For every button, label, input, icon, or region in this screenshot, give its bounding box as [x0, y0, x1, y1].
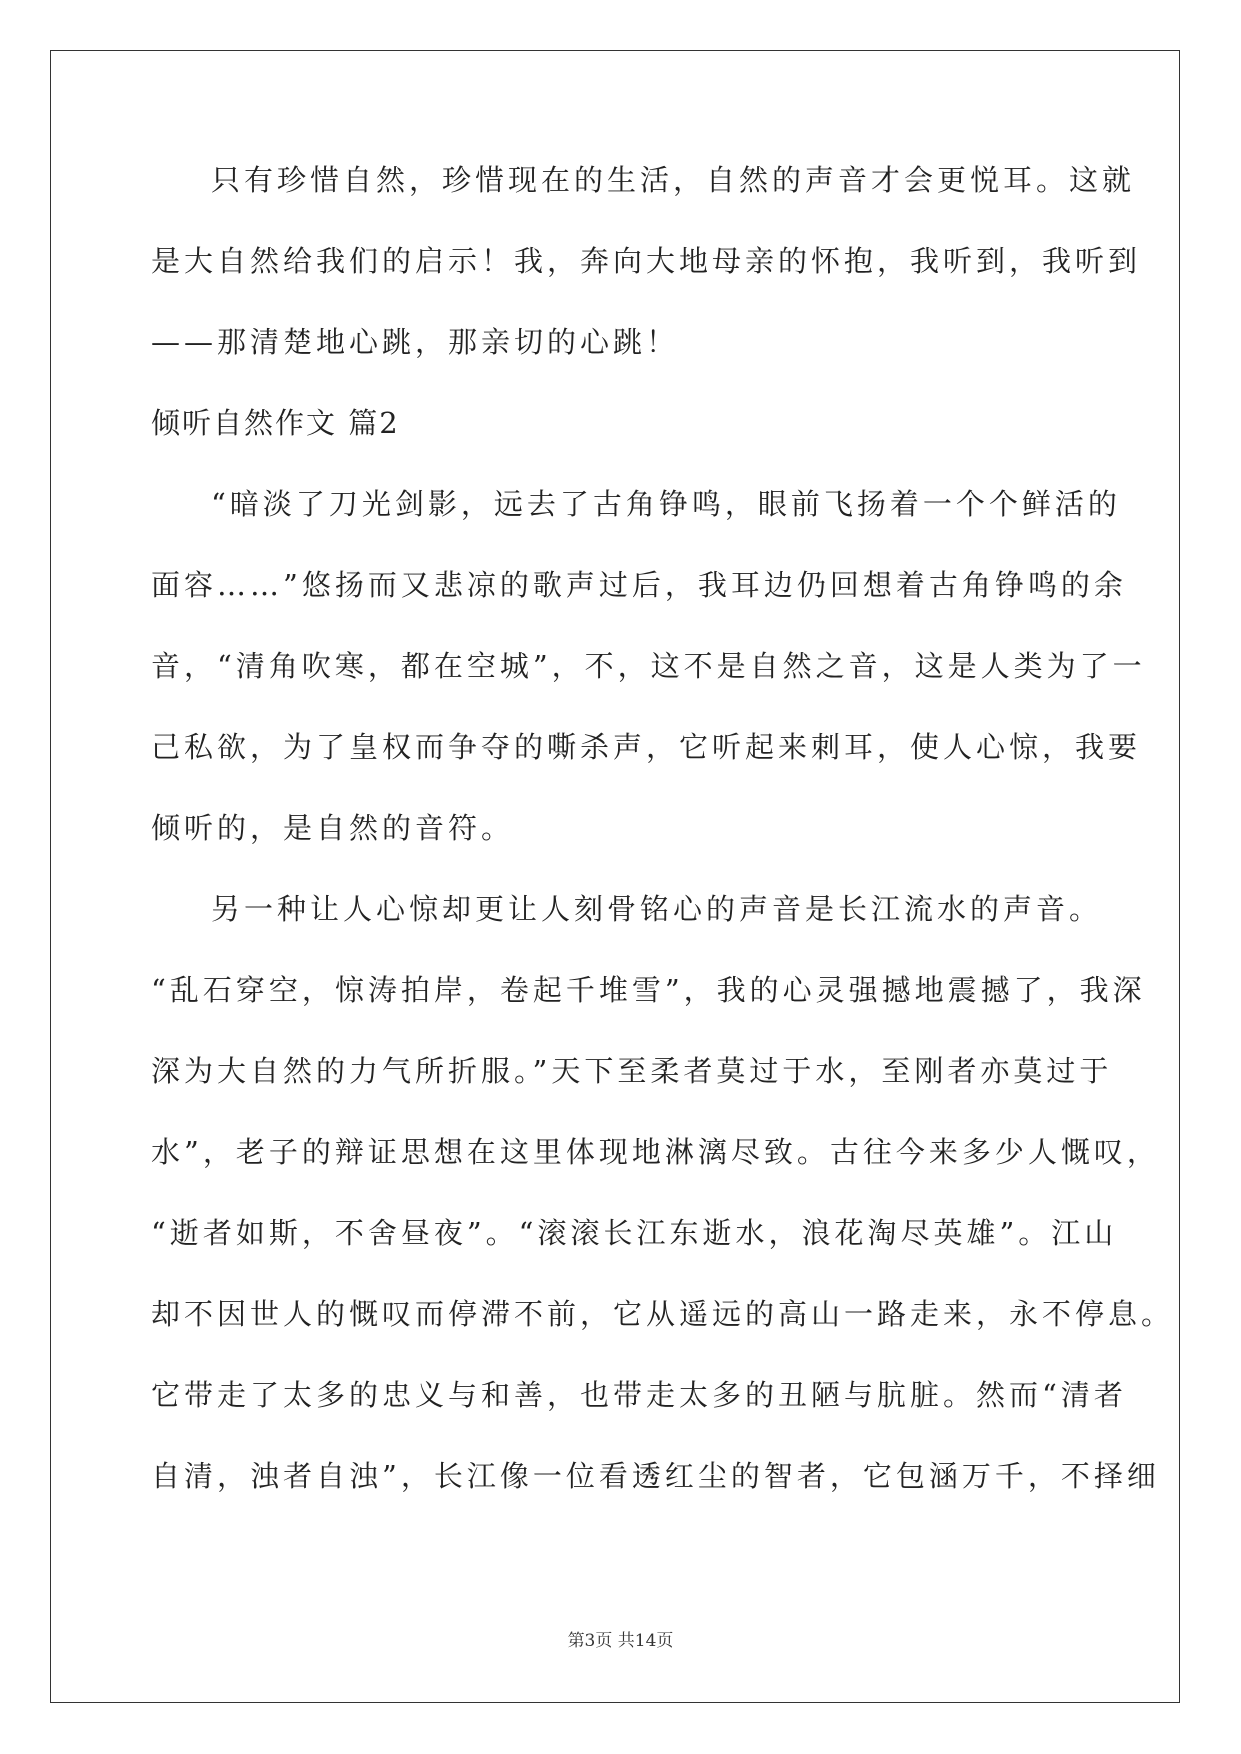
- text-line: 己私欲，为了皇权而争夺的嘶杀声，它听起来刺耳，使人心惊，我要: [151, 730, 1142, 764]
- paragraph-1: [151, 160, 1142, 403]
- paragraph-2: [151, 484, 1146, 889]
- text-line: 倾听的，是自然的音符。: [151, 811, 515, 845]
- text-line: 音，“清角吹寒，都在空城”，不，这不是自然之音，这是人类为了一: [151, 649, 1146, 683]
- text-line: 只有珍惜自然，珍惜现在的生活，自然的声音才会更悦耳。这就: [211, 163, 1136, 197]
- document-body: [151, 160, 1175, 1537]
- text-line: 面容……”悠扬而又悲凉的歌声过后，我耳边仍回想着古角铮鸣的余: [151, 568, 1127, 602]
- text-line: “乱石穿空，惊涛拍岸，卷起千堆雪”，我的心灵强撼地震撼了，我深: [151, 973, 1146, 1007]
- text-line: 水”，老子的辩证思想在这里体现地淋漓尽致。古往今来多少人慨叹，: [151, 1135, 1160, 1169]
- text-line: “暗淡了刀光剑影，远去了古角铮鸣，眼前飞扬着一个个鲜活的: [211, 487, 1121, 521]
- text-line: “逝者如斯，不舍昼夜”。“滚滚长江东逝水，浪花淘尽英雄”。江山: [151, 1216, 1118, 1250]
- text-line: 自清，浊者自浊”，长江像一位看透红尘的智者，它包涵万千，不择细: [151, 1459, 1160, 1493]
- text-line: ——那清楚地心跳，那亲切的心跳！: [151, 325, 680, 359]
- text-line: 它带走了太多的忠义与和善，也带走太多的丑陋与肮脏。然而“清者: [151, 1378, 1127, 1412]
- text-line: 却不因世人的慨叹而停滞不前，它从遥远的高山一路走来，永不停息。: [151, 1297, 1175, 1331]
- text-line: 深为大自然的力气所折服。”天下至柔者莫过于水，至刚者亦莫过于: [151, 1054, 1113, 1088]
- paragraph-3: [151, 889, 1175, 1537]
- section-heading: 倾听自然作文 篇2: [151, 406, 400, 440]
- text-line: 另一种让人心惊却更让人刻骨铭心的声音是长江流水的声音。: [211, 892, 1103, 926]
- text-line: 是大自然给我们的启示！我，奔向大地母亲的怀抱，我听到，我听到: [151, 244, 1142, 278]
- page-number-footer: 第3页 共14页: [567, 1631, 674, 1651]
